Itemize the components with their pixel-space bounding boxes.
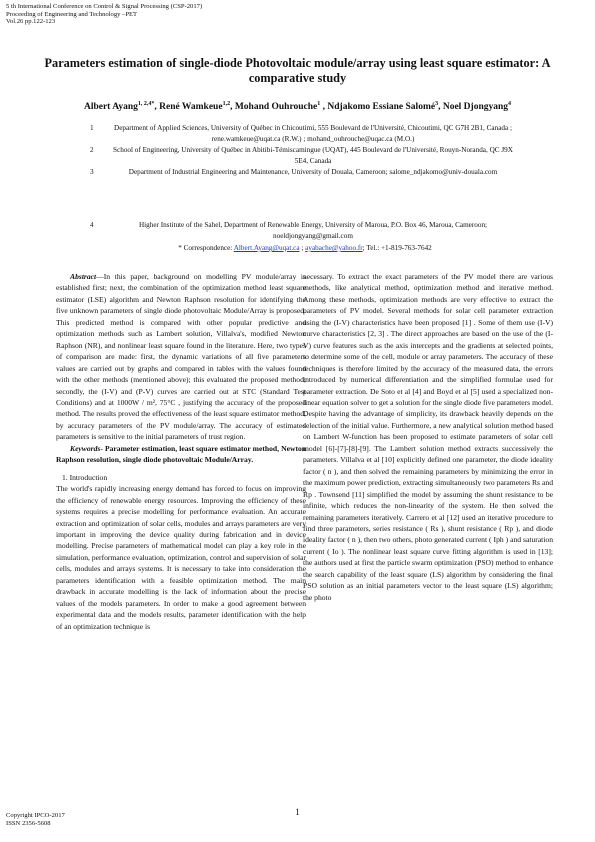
keywords-text: - Parameter estimation, least square estimator method, Newton Raphson resolution, single diode photovoltaic Module/Array.	[56, 443, 306, 465]
correspondence-email-link[interactable]: Albert.Ayang@uqat.ca	[233, 244, 300, 252]
issn-line: ISSN 2356-5608	[6, 819, 51, 827]
affiliation-4	[90, 220, 520, 242]
right-column	[303, 271, 553, 603]
section-heading: 1. Introduction	[62, 472, 108, 482]
affiliation-number: 3	[90, 168, 94, 176]
affiliation-2	[90, 145, 520, 167]
paper-title: Parameters estimation of single-diode Photovoltaic module/array using least square estimator: A comparative study	[44, 56, 551, 85]
affiliation-number: 1	[90, 124, 94, 132]
body-paragraph: necessary. To extract the exact parameters of the PV model there are various methods, like analytical method, optimization method and iterative method. Among these methods, optimization methods are very effective to extract the parameters of PV model. Several methods for solar cell parameter extraction using the (I-V) characteristics have been proposed [1] . Some of them use (I-V) curve characteristics [2, 3] . The direct approaches are based on the use of the (I-V) curve features such as the axis intercepts and the gradients at selected points, to determine some of the cell, module or array parameters. The accuracy of these techniques is therefore limited by the accuracy of the measured data, the errors introduced by numerical differentiation and the simplified formulae used for parameter extraction. De Soto et al [4] and Boyd et al [5] used a specialized non-linear equation solver to get a solution for the single diode five parameters model. Despite having the advantage of simplicity, its drawback heavily depends on the selection of the initial value. Furthermore, a new analytical solution method based on Lambert W-function has been proposed to estimate parameters of solar cell model [6]-[7]-[8]-[9]. The Lambert solution method extracts successively the parameters. Villalva et al [10] explicitly defined one parameter, the diode ideality factor ( n ), and then solved the remaining parameters by minimizing the error in the maximum power prediction, extracting simultaneously two parameters Rs and Rp . Townsend [11] simplified the model by assuming the shunt resistance to be infinite, which reduces the non-linearity of the system. He then solved the remaining parameters iteratively. Carrero et al [12] used an iterative procedure to find three parameters, series resistance ( Rs ), shunt resistance ( Rp ), and diode ideality factor ( n ), then two others, photo generated current ( Iph ) and saturation current ( Io ). The nonlinear least square curve fitting algorithm is used in [13]; the authors used at first the particle swarm optimization (PSO) method to enhance the search capability of the least square (LS) algorithm by considering the final PSO solution as an initial parameters vector to the least square (LS) algorithm; the photo	[303, 272, 553, 602]
affiliation-3	[90, 167, 520, 178]
affiliation-1	[90, 123, 520, 145]
author-name: Mohand Ouhrouche	[234, 102, 318, 113]
author-affiliation-mark: 1, 2,4*	[137, 101, 155, 107]
header-line-2: Proceeding of Engineering and Technology –PET	[6, 10, 138, 18]
affiliation-text: Department of Industrial Engineering and Maintenance, University of Douala, Cameroon; salome_ndjakomo@univ-douala.com	[128, 168, 498, 176]
affiliation-number: 2	[90, 146, 94, 154]
email-separator: ;	[299, 244, 306, 252]
author-affiliation-mark: 3	[435, 101, 439, 107]
author-name: Noel Djongyang	[442, 102, 509, 113]
keywords-paragraph	[56, 443, 306, 466]
author-name: Ndjakomo Essiane Salomé	[327, 102, 436, 113]
affiliation-number: 4	[90, 221, 94, 229]
keywords-label: Keywords	[70, 443, 101, 453]
correspondence-prefix: * Correspondence:	[178, 244, 234, 252]
abstract-paragraph	[56, 271, 306, 443]
abstract-label: Abstract	[70, 272, 97, 281]
correspondence-line	[90, 244, 520, 252]
author-name: Albert Ayang	[83, 102, 138, 113]
affiliation-text: School of Engineering, University of Québec in Abitibi-Témiscamingue (UQAT), 445 Boulevard de l'Université, Rouyn-Noranda, QC J9X 5E4, Canada	[113, 146, 513, 166]
header-line-3: Vol.26 pp.122-123	[6, 18, 56, 26]
conference-header	[6, 3, 202, 26]
correspondence-email-link[interactable]: ayabache@yahoo.fr	[305, 244, 363, 252]
author-affiliation-mark: 1	[317, 101, 321, 107]
author-affiliation-mark: 1,2	[222, 101, 231, 107]
author-name: René Wamkeue	[159, 102, 223, 113]
header-line-1: 5 th International Conference on Control & Signal Processing (CSP-2017)	[6, 3, 203, 10]
intro-paragraph: The world's rapidly increasing energy demand has forced to focus on improving the efficiency of renewable energy resources. Improving the efficiency of these systems requires a precise modelling for performance evaluation. An accurate extraction and optimization of solar cells, modules and arrays parameters are very important in improving the device quality during fabrication and in device modelling. Precise parameters of mathematical model can play a key role in the simulation, performance evaluation, optimization, control and supervision of solar cells, modules and arrays systems. It is necessary to take into consideration the parameters identification with a feasible optimization method. The main drawback in accurate modelling is the lack of information about the precise values of the models parameters. In order to make a good agreement between experimental data and the models results, parameter identification with the help of an optimization technique is	[56, 484, 306, 631]
correspondence-phone: ; Tel.: +1-819-763-7642	[362, 244, 432, 252]
left-column	[56, 271, 306, 632]
affiliation-text: Department of Applied Sciences, University of Québec in Chicoutimi, 555 Boulevard de l'Université, Chicoutimi, QC G7H 2B1, Canada ; rene.wamkeue@uqat.ca (R.W.) ; mohand_ouhrouche@uqac.ca (M.O.)	[114, 124, 512, 144]
affiliation-text: Higher Institute of the Sahel, Department of Renewable Energy, University of Maroua, P.O. Box 46, Maroua, Cameroon; noeldjongyang@gmail.com	[138, 221, 488, 241]
abstract-text: —In this paper, background on modelling PV module/array is established first; next, the combination of the optimization method least square estimator (LSE) algorithm and Newton Raphson resolution for identifying the five unknown parameters of single diode photovoltaic Module/Array is proposed. This predicted method is compared with other popular predictive and optimization methods such as Lambert solution, Villalva's, modified Newton Raphson (NR), and nonlinear least square found in the literature. Here, two types of comparison are made: first, the dynamic variations of all five parameters values are carried out by graphs and compared in tables with the values found with the other methods (mentioned above); this evaluated the proposed method; secondly, the (I-V) and (P-V) curves are carried out at STC (Standard Test Conditions) and at 1000W / m², 75°C , justifying the accuracy of the proposed method. The results proved the effectiveness of the least square estimator method, by accuracy parameters of the PV module/array. The accuracy of estimated parameters is sensitive to the initial parameters of trust region.	[56, 272, 306, 442]
author-affiliation-mark: 4	[508, 101, 512, 107]
page-footer	[6, 812, 65, 827]
copyright-line: Copyright IPCO-2017	[6, 812, 65, 819]
page-number: 1	[295, 807, 300, 817]
author-list: Albert Ayang$^{1, 2,4*}$, René Wamkeue$^{1,2}$, Mohand Ouhrouche$^1$ , Ndjakomo Essiane Salomé$^3$, Noel Djongyang$^4$	[83, 101, 512, 113]
